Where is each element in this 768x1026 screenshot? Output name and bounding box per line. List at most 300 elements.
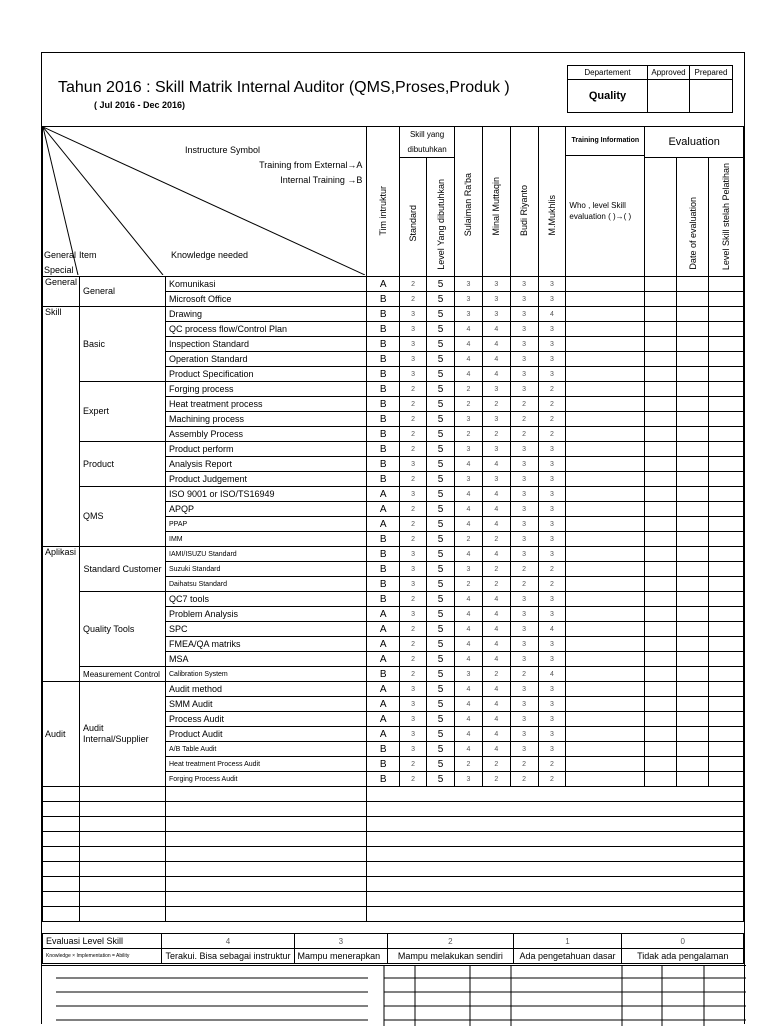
eval-cell[interactable] — [677, 517, 709, 532]
empty-cell[interactable] — [43, 832, 80, 847]
required-level: 5 — [427, 472, 455, 487]
prepared-sign — [690, 80, 732, 112]
eval-cell[interactable] — [709, 472, 744, 487]
required-level: 5 — [427, 382, 455, 397]
person-score: 3 — [538, 727, 566, 742]
empty-cell[interactable] — [166, 892, 367, 907]
footer-desc-row — [43, 949, 744, 964]
standard-value: 2 — [400, 442, 427, 457]
person-score: 4 — [482, 457, 510, 472]
eval-cell[interactable] — [709, 772, 744, 787]
eval-cell[interactable] — [677, 412, 709, 427]
table-row — [43, 442, 744, 457]
person-score: 4 — [538, 622, 566, 637]
eval-level-label: Evaluasi Level Skill — [43, 934, 162, 949]
eval-cell[interactable] — [677, 337, 709, 352]
eval-cell[interactable] — [645, 337, 677, 352]
eval-cell[interactable] — [566, 487, 645, 502]
standard-value: 3 — [400, 712, 427, 727]
eval-cell[interactable] — [566, 577, 645, 592]
eval-cell[interactable] — [677, 307, 709, 322]
skill-matrix-table — [42, 126, 744, 922]
person-score: 3 — [538, 712, 566, 727]
person-score: 3 — [455, 307, 483, 322]
period-subtitle: ( Jul 2016 - Dec 2016) — [94, 100, 186, 110]
person-score: 2 — [455, 397, 483, 412]
table-row — [43, 277, 744, 292]
eval-cell[interactable] — [645, 322, 677, 337]
eval-cell[interactable] — [677, 442, 709, 457]
empty-cell[interactable] — [367, 787, 744, 802]
eval-cell[interactable] — [709, 427, 744, 442]
knowledge-cell: SMM Audit — [166, 697, 367, 712]
eval-cell[interactable] — [709, 457, 744, 472]
person-score: 4 — [538, 307, 566, 322]
required-level: 5 — [427, 292, 455, 307]
empty-cell[interactable] — [80, 832, 166, 847]
eval-cell[interactable] — [677, 382, 709, 397]
eval-cell[interactable] — [645, 652, 677, 667]
eval-cell[interactable] — [709, 727, 744, 742]
empty-cell[interactable] — [43, 847, 80, 862]
instructor-symbol: B — [367, 337, 400, 352]
person-score: 2 — [510, 772, 538, 787]
eval-cell[interactable] — [709, 442, 744, 457]
person-score: 3 — [510, 382, 538, 397]
eval-cell[interactable] — [677, 427, 709, 442]
eval-cell[interactable] — [709, 502, 744, 517]
eval-cell[interactable] — [566, 397, 645, 412]
eval-cell[interactable] — [709, 367, 744, 382]
tim-instruktur-header: Tim intruktur — [367, 127, 400, 277]
empty-cell[interactable] — [43, 817, 80, 832]
special-label: Special — [44, 265, 74, 275]
eval-cell[interactable] — [677, 697, 709, 712]
person-score: 4 — [455, 502, 483, 517]
standard-value: 2 — [400, 427, 427, 442]
person-score: 2 — [538, 427, 566, 442]
eval-cell[interactable] — [566, 337, 645, 352]
eval-cell[interactable] — [709, 742, 744, 757]
eval-cell[interactable] — [645, 472, 677, 487]
eval-cell[interactable] — [566, 637, 645, 652]
eval-cell[interactable] — [566, 292, 645, 307]
empty-cell[interactable] — [43, 802, 80, 817]
eval-cell[interactable] — [677, 742, 709, 757]
person-score: 3 — [455, 277, 483, 292]
eval-cell[interactable] — [566, 457, 645, 472]
eval-cell[interactable] — [645, 487, 677, 502]
person-score: 4 — [455, 637, 483, 652]
eval-cell[interactable] — [645, 682, 677, 697]
instructor-symbol: A — [367, 277, 400, 292]
instructor-symbol: B — [367, 472, 400, 487]
level-desc-2: Mampu melakukan sendiri — [388, 949, 513, 964]
eval-cell[interactable] — [645, 382, 677, 397]
person-score: 3 — [538, 742, 566, 757]
required-level: 5 — [427, 367, 455, 382]
eval-cell[interactable] — [645, 547, 677, 562]
person-score: 4 — [455, 457, 483, 472]
person-score: 4 — [482, 592, 510, 607]
eval-cell[interactable] — [709, 307, 744, 322]
eval-cell[interactable] — [566, 502, 645, 517]
person-score: 4 — [482, 367, 510, 382]
eval-cell[interactable] — [677, 682, 709, 697]
person-score: 3 — [538, 472, 566, 487]
instructor-symbol: B — [367, 757, 400, 772]
person-score: 3 — [510, 517, 538, 532]
eval-cell[interactable] — [677, 727, 709, 742]
eval-cell[interactable] — [645, 532, 677, 547]
person-score: 3 — [482, 442, 510, 457]
eval-cell[interactable] — [677, 652, 709, 667]
person-score: 3 — [510, 652, 538, 667]
empty-cell[interactable] — [367, 817, 744, 832]
empty-cell[interactable] — [166, 862, 367, 877]
eval-cell[interactable] — [645, 577, 677, 592]
eval-cell[interactable] — [645, 397, 677, 412]
table-row — [43, 667, 744, 682]
eval-cell[interactable] — [677, 352, 709, 367]
eval-cell[interactable] — [645, 607, 677, 622]
person-score: 3 — [455, 442, 483, 457]
empty-row — [43, 907, 744, 922]
empty-cell[interactable] — [166, 802, 367, 817]
instructor-symbol: B — [367, 367, 400, 382]
eval-cell[interactable] — [677, 322, 709, 337]
eval-cell[interactable] — [566, 682, 645, 697]
empty-cell[interactable] — [367, 877, 744, 892]
eval-cell[interactable] — [709, 622, 744, 637]
person-score: 3 — [510, 622, 538, 637]
eval-cell[interactable] — [645, 727, 677, 742]
eval-cell[interactable] — [709, 532, 744, 547]
eval-cell[interactable] — [645, 592, 677, 607]
person-score: 2 — [510, 757, 538, 772]
knowledge-cell: FMEA/QA matriks — [166, 637, 367, 652]
required-level: 5 — [427, 742, 455, 757]
eval-cell[interactable] — [645, 667, 677, 682]
eval-cell[interactable] — [645, 742, 677, 757]
eval-cell[interactable] — [566, 322, 645, 337]
required-level: 5 — [427, 757, 455, 772]
eval-cell[interactable] — [566, 517, 645, 532]
eval-cell[interactable] — [677, 757, 709, 772]
eval-cell[interactable] — [709, 412, 744, 427]
empty-cell[interactable] — [80, 787, 166, 802]
empty-cell[interactable] — [43, 877, 80, 892]
required-level: 5 — [427, 337, 455, 352]
eval-cell[interactable] — [709, 652, 744, 667]
eval-cell[interactable] — [677, 772, 709, 787]
table-row — [43, 682, 744, 697]
eval-cell[interactable] — [645, 427, 677, 442]
eval-cell[interactable] — [645, 307, 677, 322]
standard-value: 2 — [400, 277, 427, 292]
footer-table — [42, 933, 744, 964]
instructor-symbol: B — [367, 457, 400, 472]
standard-value: 3 — [400, 577, 427, 592]
instructor-symbol: B — [367, 382, 400, 397]
eval-cell[interactable] — [645, 277, 677, 292]
empty-cell[interactable] — [367, 802, 744, 817]
eval-cell[interactable] — [566, 382, 645, 397]
person-score: 3 — [510, 502, 538, 517]
eval-cell[interactable] — [645, 757, 677, 772]
eval-cell[interactable] — [709, 577, 744, 592]
eval-cell[interactable] — [677, 712, 709, 727]
standard-value: 3 — [400, 367, 427, 382]
person-score: 2 — [510, 667, 538, 682]
item-cell: Quality Tools — [80, 592, 166, 667]
eval-cell[interactable] — [645, 772, 677, 787]
empty-cell[interactable] — [367, 892, 744, 907]
eval-cell[interactable] — [709, 682, 744, 697]
empty-cell[interactable] — [43, 907, 80, 922]
instructor-symbol: A — [367, 637, 400, 652]
empty-cell[interactable] — [43, 787, 80, 802]
eval-cell[interactable] — [677, 367, 709, 382]
person-score: 3 — [538, 637, 566, 652]
eval-cell[interactable] — [566, 412, 645, 427]
eval-cell[interactable] — [677, 472, 709, 487]
eval-cell[interactable] — [677, 277, 709, 292]
person-score: 3 — [538, 697, 566, 712]
eval-cell[interactable] — [645, 292, 677, 307]
standard-value: 2 — [400, 382, 427, 397]
category-cell: General — [43, 277, 80, 307]
eval-cell[interactable] — [645, 697, 677, 712]
person-score: 4 — [482, 322, 510, 337]
eval-cell[interactable] — [566, 547, 645, 562]
item-cell: Measurement Control — [80, 667, 166, 682]
person-score: 4 — [482, 502, 510, 517]
standard-value: 2 — [400, 472, 427, 487]
eval-cell[interactable] — [677, 577, 709, 592]
eval-cell[interactable] — [709, 757, 744, 772]
level-number-2: 2 — [388, 934, 513, 949]
empty-cell[interactable] — [166, 787, 367, 802]
eval-cell[interactable] — [677, 532, 709, 547]
eval-cell[interactable] — [709, 382, 744, 397]
level-number-3: 3 — [294, 934, 388, 949]
knowledge-cell: Drawing — [166, 307, 367, 322]
person-score: 3 — [455, 292, 483, 307]
eval-cell[interactable] — [566, 757, 645, 772]
eval-cell[interactable] — [566, 427, 645, 442]
empty-cell[interactable] — [80, 862, 166, 877]
eval-cell[interactable] — [645, 517, 677, 532]
eval-cell[interactable] — [566, 442, 645, 457]
empty-cell[interactable] — [367, 832, 744, 847]
person-header-2: Budi Riyanto — [510, 127, 538, 277]
eval-cell[interactable] — [566, 742, 645, 757]
empty-cell[interactable] — [367, 862, 744, 877]
empty-cell[interactable] — [80, 877, 166, 892]
eval-cell[interactable] — [709, 487, 744, 502]
eval-cell[interactable] — [645, 412, 677, 427]
item-cell: QMS — [80, 487, 166, 547]
standard-value: 2 — [400, 412, 427, 427]
required-level: 5 — [427, 577, 455, 592]
knowledge-cell: Forging process — [166, 382, 367, 397]
empty-cell[interactable] — [43, 892, 80, 907]
eval-cell[interactable] — [709, 547, 744, 562]
empty-cell[interactable] — [367, 907, 744, 922]
eval-cell[interactable] — [566, 622, 645, 637]
eval-cell[interactable] — [645, 352, 677, 367]
person-score: 3 — [455, 667, 483, 682]
eval-cell[interactable] — [645, 367, 677, 382]
eval-cell[interactable] — [677, 667, 709, 682]
person-score: 3 — [510, 547, 538, 562]
instructor-symbol: B — [367, 772, 400, 787]
eval-cell[interactable] — [709, 607, 744, 622]
person-score: 3 — [455, 412, 483, 427]
instructor-symbol: B — [367, 307, 400, 322]
eval-cell[interactable] — [566, 727, 645, 742]
eval-cell[interactable] — [677, 292, 709, 307]
knowledge-cell: Product Specification — [166, 367, 367, 382]
page-title: Tahun 2016 : Skill Matrik Internal Auditor (QMS,Proses,Produk ) — [58, 79, 510, 96]
eval-cell[interactable] — [645, 622, 677, 637]
person-score: 4 — [482, 352, 510, 367]
eval-cell[interactable] — [566, 592, 645, 607]
table-row — [43, 382, 744, 397]
eval-cell[interactable] — [677, 637, 709, 652]
eval-cell[interactable] — [566, 607, 645, 622]
eval-cell[interactable] — [677, 607, 709, 622]
eval-cell[interactable] — [709, 277, 744, 292]
eval-cell[interactable] — [677, 562, 709, 577]
level-desc-3: Mampu menerapkan — [294, 949, 388, 964]
person-score: 4 — [482, 517, 510, 532]
required-level: 5 — [427, 697, 455, 712]
eval-cell[interactable] — [709, 592, 744, 607]
eval-cell[interactable] — [566, 307, 645, 322]
person-score: 2 — [482, 772, 510, 787]
person-score: 3 — [510, 727, 538, 742]
person-score: 3 — [510, 277, 538, 292]
eval-cell[interactable] — [566, 277, 645, 292]
empty-cell[interactable] — [80, 847, 166, 862]
empty-cell[interactable] — [166, 832, 367, 847]
category-cell: Audit — [43, 682, 80, 787]
person-score: 2 — [510, 412, 538, 427]
instructor-symbol: A — [367, 682, 400, 697]
eval-cell[interactable] — [566, 697, 645, 712]
eval-cell[interactable] — [645, 562, 677, 577]
person-score: 3 — [538, 547, 566, 562]
knowledge-cell: SPC — [166, 622, 367, 637]
eval-cell[interactable] — [709, 397, 744, 412]
knowledge-cell: Operation Standard — [166, 352, 367, 367]
eval-cell[interactable] — [645, 457, 677, 472]
eval-cell[interactable] — [677, 547, 709, 562]
eval-cell[interactable] — [709, 637, 744, 652]
eval-cell[interactable] — [645, 637, 677, 652]
eval-cell[interactable] — [677, 457, 709, 472]
standard-value: 3 — [400, 337, 427, 352]
person-score: 3 — [482, 412, 510, 427]
person-score: 3 — [538, 442, 566, 457]
empty-cell[interactable] — [43, 862, 80, 877]
standard-value: 3 — [400, 562, 427, 577]
eval-cell[interactable] — [709, 292, 744, 307]
person-score: 3 — [510, 742, 538, 757]
eval-cell[interactable] — [645, 442, 677, 457]
eval-cell[interactable] — [709, 712, 744, 727]
empty-cell[interactable] — [80, 907, 166, 922]
person-score: 3 — [510, 682, 538, 697]
eval-cell[interactable] — [709, 517, 744, 532]
eval-cell[interactable] — [566, 562, 645, 577]
eval-cell[interactable] — [645, 502, 677, 517]
required-level: 5 — [427, 772, 455, 787]
empty-cell[interactable] — [166, 907, 367, 922]
eval-cell[interactable] — [677, 487, 709, 502]
eval-cell[interactable] — [677, 397, 709, 412]
required-level: 5 — [427, 322, 455, 337]
eval-cell[interactable] — [566, 667, 645, 682]
standard-value: 3 — [400, 307, 427, 322]
evaluation-header: Evaluation — [645, 127, 744, 158]
person-score: 3 — [482, 307, 510, 322]
eval-cell[interactable] — [566, 367, 645, 382]
eval-cell[interactable] — [566, 472, 645, 487]
person-score: 4 — [482, 652, 510, 667]
formula-label: Knowledge × Implementation = Ability — [43, 949, 162, 964]
eval-cell[interactable] — [566, 712, 645, 727]
empty-cell[interactable] — [80, 817, 166, 832]
person-score: 4 — [455, 727, 483, 742]
eval-cell[interactable] — [566, 532, 645, 547]
person-score: 4 — [455, 352, 483, 367]
empty-cell[interactable] — [367, 847, 744, 862]
eval-cell[interactable] — [709, 697, 744, 712]
eval-cell[interactable] — [677, 622, 709, 637]
eval-cell[interactable] — [645, 712, 677, 727]
empty-cell[interactable] — [166, 877, 367, 892]
eval-cell[interactable] — [709, 322, 744, 337]
eval-cell[interactable] — [677, 502, 709, 517]
eval-cell[interactable] — [566, 352, 645, 367]
instructor-symbol: B — [367, 577, 400, 592]
eval-cell[interactable] — [709, 337, 744, 352]
instructor-symbol: B — [367, 352, 400, 367]
person-score: 3 — [538, 322, 566, 337]
empty-cell[interactable] — [80, 892, 166, 907]
person-score: 4 — [482, 622, 510, 637]
person-score: 2 — [482, 427, 510, 442]
header-row — [43, 127, 744, 158]
empty-cell[interactable] — [166, 847, 367, 862]
empty-cell[interactable] — [80, 802, 166, 817]
category-cell: Aplikasi — [43, 547, 80, 682]
eval-cell[interactable] — [677, 592, 709, 607]
person-score: 4 — [455, 337, 483, 352]
empty-cell[interactable] — [166, 817, 367, 832]
eval-cell[interactable] — [566, 652, 645, 667]
eval-cell[interactable] — [709, 352, 744, 367]
eval-cell[interactable] — [709, 562, 744, 577]
eval-cell[interactable] — [566, 772, 645, 787]
person-score: 3 — [538, 487, 566, 502]
person-score: 2 — [510, 562, 538, 577]
eval-cell[interactable] — [709, 667, 744, 682]
person-score: 2 — [455, 427, 483, 442]
